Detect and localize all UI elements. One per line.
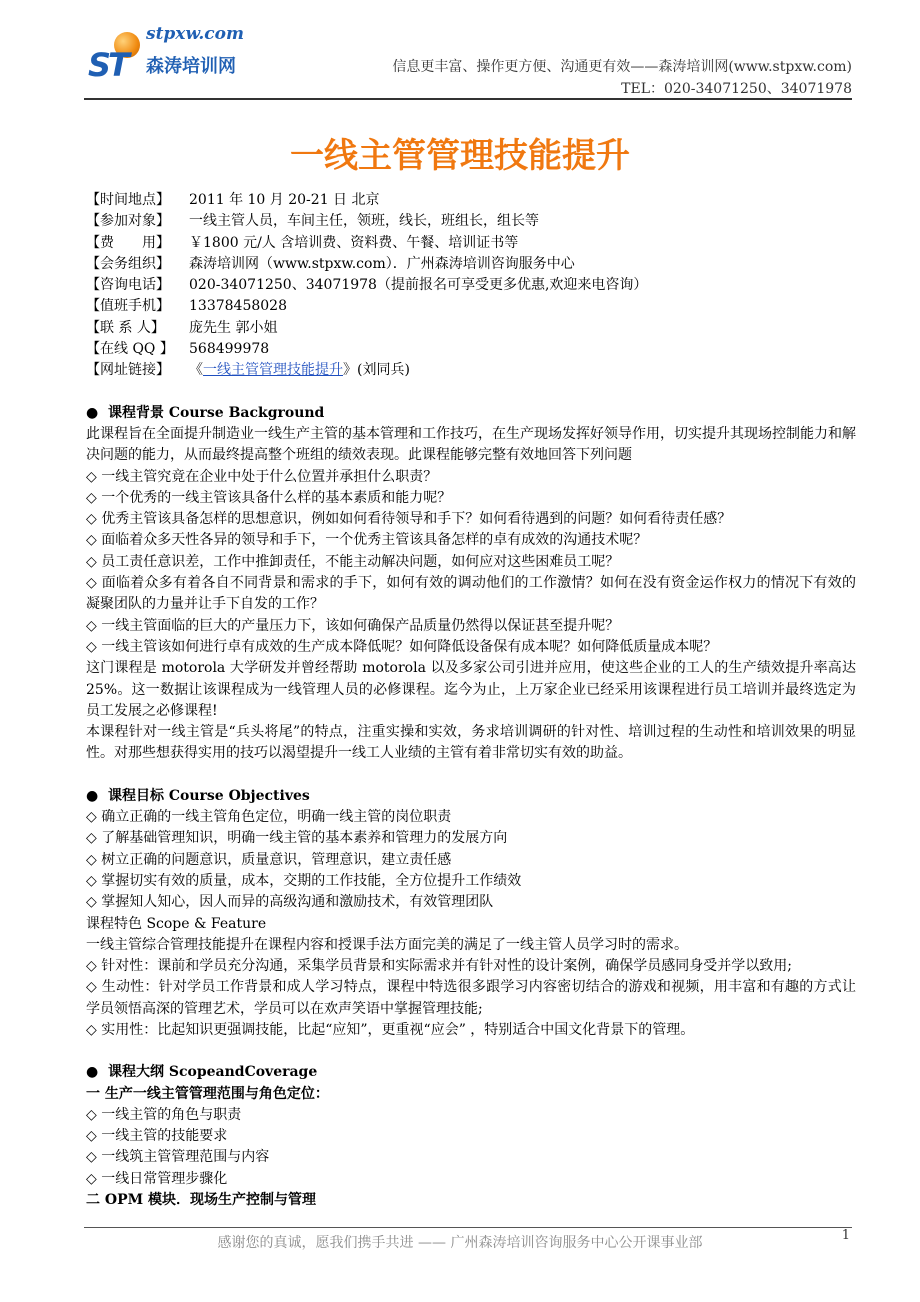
outline-item: [86, 1147, 856, 1168]
info-value: 13378458028: [189, 298, 287, 315]
objective-item: [86, 807, 856, 828]
page-title: 一线主管管理技能提升: [290, 136, 630, 176]
objective-text: 树立正确的问题意识，质量意识，管理意识，建立责任感: [101, 851, 452, 868]
diamond-icon: ◇: [86, 489, 97, 506]
info-key: 【在线 QQ 】: [86, 341, 174, 358]
question-item: [86, 488, 856, 509]
diamond-icon: ◇: [86, 553, 97, 570]
question-text: 优秀主管该具备怎样的思想意识，例如如何看待领导和手下？如何看待遇到的问题？如何看待责任感？: [101, 511, 732, 528]
outline-item: [86, 1126, 856, 1147]
outline-text: 一线主管的技能要求: [101, 1128, 228, 1145]
outline-part-heading: 一 生产一线主管管理范围与角色定位：: [86, 1085, 329, 1102]
diamond-icon: ◇: [86, 638, 97, 655]
question-text: 一线主管究竟在企业中处于什么位置并承担什么职责？: [101, 468, 438, 485]
objective-item: [86, 871, 856, 892]
objective-text: 掌握知人知心，因人而异的高级沟通和激励技术，有效管理团队: [101, 894, 494, 911]
info-row: [86, 275, 856, 296]
diamond-icon: ◇: [86, 617, 97, 634]
diamond-icon: ◇: [86, 575, 98, 592]
info-value: 568499978: [189, 341, 270, 358]
outline-text: 一线筑主管管理范围与内容: [101, 1149, 270, 1166]
question-text: 面临着众多天性各异的领导和手下，一个优秀主管该具备怎样的卓有成效的沟通技术呢？: [101, 532, 648, 549]
objective-text: 了解基础管理知识，明确一线主管的基本素养和管理力的发展方向: [101, 830, 508, 847]
header-slogan: 信息更丰富、操作更方便、沟通更有效——森涛培训网(www.stpxw.com): [392, 59, 852, 75]
feature-text: 生动性：针对学员工作背景和成人学习特点，课程中特选很多跟学习内容密切结合的游戏和视频，用丰富和有趣的方式让学员领悟高深的管理艺术，学员可以在欢声笑语中掌握管理技能;: [86, 979, 856, 1017]
info-key: 【参加对象】: [86, 213, 170, 230]
footer-text: 感谢您的真诚，愿我们携手共进 —— 广州森涛培训咨询服务中心公开课事业部: [217, 1235, 703, 1251]
objective-item: [86, 828, 856, 849]
info-row-web: [86, 360, 856, 381]
question-item: [86, 509, 856, 530]
info-row: [86, 190, 856, 211]
outline-item: [86, 1169, 856, 1190]
diamond-icon: ◇: [86, 1170, 97, 1187]
objective-text: 掌握切实有效的质量，成本，交期的工作技能，全方位提升工作绩效: [101, 872, 522, 889]
page-number: 1: [841, 1228, 850, 1243]
question-text: 一线主管面临的巨大的产量压力下，该如何确保产品质量仍然得以保证甚至提升呢？: [101, 617, 620, 634]
feature-intro: 一线主管综合管理技能提升在课程内容和授课手法方面完美的满足了一线主管人员学习时的需求。: [86, 936, 688, 953]
diamond-icon: ◇: [86, 872, 97, 889]
footer-divider: [84, 1227, 852, 1228]
outline-text: 一线主管的角色与职责: [101, 1106, 242, 1123]
bullet-icon: ●: [86, 404, 99, 421]
info-key: 【咨询电话】: [86, 277, 170, 294]
link-suffix: 》(刘同兵): [343, 362, 410, 379]
header-divider: [84, 98, 852, 100]
bullet-icon: ●: [86, 787, 99, 804]
info-value: 2011 年 10 月 20-21 日 北京: [189, 192, 380, 208]
info-row: [86, 318, 856, 339]
diamond-icon: ◇: [86, 1128, 97, 1145]
question-text: 员工责任意识差，工作中推卸责任，不能主动解决问题，如何应对这些困难员工呢？: [101, 553, 620, 570]
question-text: 面临着众多有着各自不同背景和需求的手下，如何有效的调动他们的工作激情？如何在没有资金运作权力的情况下有效的凝聚团队的力量并让手下自发的工作？: [86, 575, 856, 613]
feature-text: 实用性：比起知识更强调技能，比起“应知”，更重视“应会” ，特别适合中国文化背景下的管理。: [101, 1021, 695, 1038]
section-heading-text: 课程大纲 ScopeandCoverage: [108, 1064, 318, 1081]
site-logo[interactable]: [84, 24, 254, 84]
bullet-icon: ●: [86, 1064, 99, 1081]
feature-heading: 课程特色 Scope & Feature: [86, 915, 267, 932]
info-key: 【联 系 人】: [86, 319, 165, 336]
question-text: 一个优秀的一线主管该具备什么样的基本素质和能力呢？: [101, 489, 452, 506]
diamond-icon: ◇: [86, 532, 97, 549]
question-item: [86, 467, 856, 488]
feature-item: [86, 1020, 856, 1041]
info-key: 【网址链接】: [86, 362, 170, 379]
question-item: [86, 637, 856, 658]
diamond-icon: ◇: [86, 511, 97, 528]
question-item: [86, 573, 856, 616]
info-value: 一线主管人员，车间主任，领班，线长，班组长，组长等: [189, 213, 539, 230]
background-paragraph: 本课程针对一线主管是“兵头将尾”的特点，注重实操和实效，务求培训调研的针对性、培训过程的生动性和培训效果的明显性。对那些想获得实用的技巧以渴望提升一线工人业绩的主管有着非常切实有效的助益。: [86, 724, 856, 762]
section-heading-objectives: [86, 786, 856, 807]
section-heading-text: 课程背景 Course Background: [108, 404, 325, 421]
diamond-icon: ◇: [86, 468, 97, 485]
diamond-icon: ◇: [86, 894, 97, 911]
diamond-icon: ◇: [86, 851, 97, 868]
diamond-icon: ◇: [86, 830, 97, 847]
logo-url-text: stpxw.com: [146, 24, 244, 44]
question-text: 一线主管该如何进行卓有成效的生产成本降低呢？如何降低设备保有成本呢？如何降低质量成本呢？: [101, 638, 718, 655]
diamond-icon: ◇: [86, 809, 97, 826]
info-value: ￥1800 元/人 含培训费、资料费、午餐、培训证书等: [189, 234, 519, 251]
info-key: 【会务组织】: [86, 255, 170, 272]
question-item: [86, 552, 856, 573]
info-row: [86, 211, 856, 232]
diamond-icon: ◇: [86, 1021, 97, 1038]
diamond-icon: ◇: [86, 1149, 97, 1166]
feature-text: 针对性：课前和学员充分沟通，采集学员背景和实际需求并有针对性的设计案例，确保学员感同身受并学以致用;: [101, 958, 792, 975]
info-key: 【费 用】: [86, 234, 170, 251]
logo-mark-icon: ST: [88, 46, 127, 84]
question-item: [86, 616, 856, 637]
info-value: 020-34071250、34071978（提前报名可享受更多优惠,欢迎来电咨询）: [189, 277, 648, 294]
info-row: [86, 296, 856, 317]
info-value: 庞先生 郭小姐: [189, 319, 278, 336]
section-heading-background: [86, 403, 856, 424]
background-paragraph: 这门课程是 motorola 大学研发并曾经帮助 motorola 以及多家公司引进并应用，使这些企业的工人的生产绩效提升率高达 25%。这一数据让该课程成为一线管理人员的必修课程。迄今为止，上万家企业已经采用该课程进行员工培训并最终选定为员工发展之必修课程!: [86, 660, 856, 719]
diamond-icon: ◇: [86, 979, 98, 996]
info-key: 【时间地点】: [86, 192, 170, 208]
info-row: [86, 233, 856, 254]
diamond-icon: ◇: [86, 958, 97, 975]
outline-part-heading: 二 OPM 模块．现场生产控制与管理: [86, 1192, 316, 1209]
outline-item: [86, 1105, 856, 1126]
document-body: [86, 190, 856, 1211]
objective-item: [86, 892, 856, 913]
info-row: [86, 254, 856, 275]
objective-text: 确立正确的一线主管角色定位，明确一线主管的岗位职责: [101, 809, 452, 826]
link-prefix: 《: [189, 362, 203, 379]
info-row: [86, 339, 856, 360]
header-phone: TEL：020-34071250、34071978: [621, 81, 852, 97]
section-heading-text: 课程目标 Course Objectives: [108, 787, 310, 804]
diamond-icon: ◇: [86, 1106, 97, 1123]
outline-text: 一线日常管理步骤化: [101, 1170, 228, 1187]
section-heading-outline: [86, 1062, 856, 1083]
objective-item: [86, 850, 856, 871]
feature-item: [86, 977, 856, 1020]
info-value: 森涛培训网（www.stpxw.com）．广州森涛培训咨询服务中心: [189, 255, 575, 272]
course-link[interactable]: 一线主管管理技能提升: [203, 362, 343, 379]
background-intro: 此课程旨在全面提升制造业一线生产主管的基本管理和工作技巧，在生产现场发挥好领导作用，切实提升其现场控制能力和解决问题的能力，从而最终提高整个班组的绩效表现。此课程能够完整有效地回答下列问题: [86, 425, 856, 464]
logo-name: 森涛培训网: [146, 56, 236, 77]
info-key: 【值班手机】: [86, 298, 170, 315]
feature-item: [86, 956, 856, 977]
question-item: [86, 530, 856, 551]
